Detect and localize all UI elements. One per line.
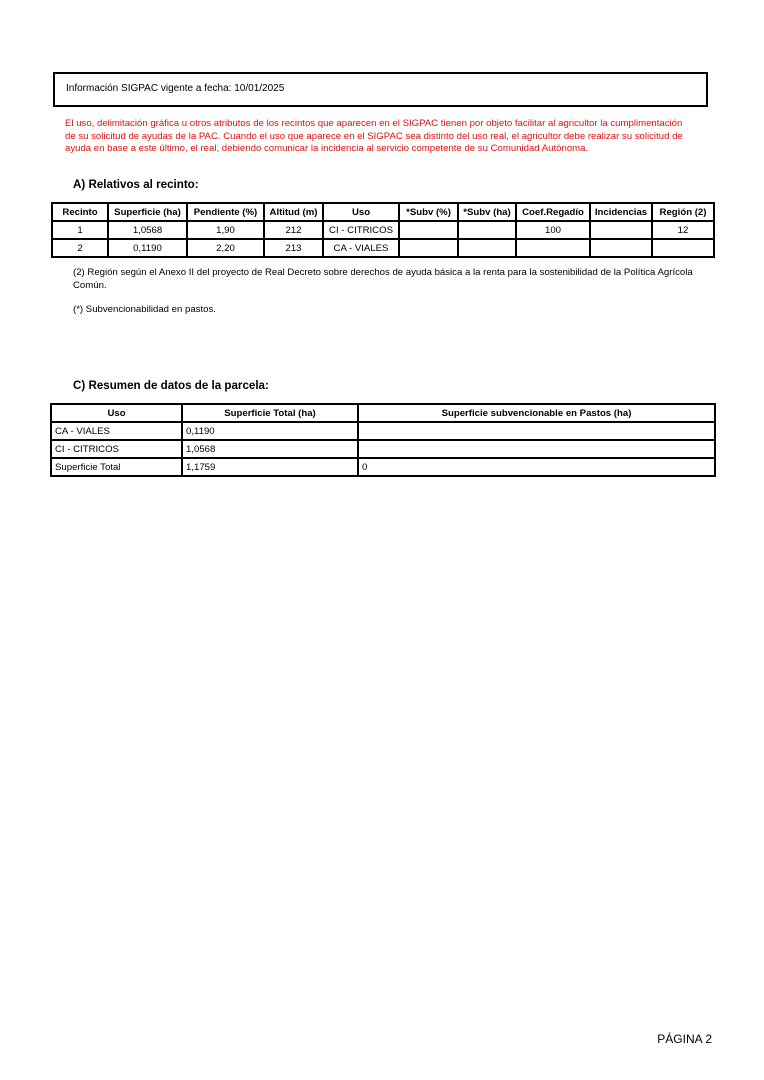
cell <box>458 221 516 239</box>
cell <box>399 221 458 239</box>
section-a-title: A) Relativos al recinto: <box>73 178 199 191</box>
subv-footnote: (*) Subvencionabilidad en pastos. <box>73 304 216 315</box>
cell <box>590 239 652 257</box>
table-row <box>51 440 715 458</box>
cell: 1 <box>52 221 108 239</box>
cell: 212 <box>264 221 323 239</box>
cell: 1,1759 <box>182 458 358 476</box>
resumen-header-row <box>51 404 715 422</box>
cell <box>358 422 715 440</box>
recinto-table <box>51 202 715 258</box>
col-superficie-pastos: Superficie subvencionable en Pastos (ha) <box>358 404 715 422</box>
col-subv-pct: *Subv (%) <box>399 203 458 221</box>
col-superficie-total: Superficie Total (ha) <box>182 404 358 422</box>
cell <box>516 239 590 257</box>
cell <box>590 221 652 239</box>
region-footnote: (2) Región según el Anexo II del proyecto de Real Decreto sobre derechos de ayuda básica a la renta para la sostenibilidad de la Política Agrícola Común. <box>73 267 693 291</box>
section-c-title: C) Resumen de datos de la parcela: <box>73 379 269 392</box>
cell: 2 <box>52 239 108 257</box>
col-altitud: Altitud (m) <box>264 203 323 221</box>
col-coef-regadio: Coef.Regadío <box>516 203 590 221</box>
cell: 12 <box>652 221 714 239</box>
recinto-header-row <box>52 203 714 221</box>
cell: 213 <box>264 239 323 257</box>
table-row <box>51 458 715 476</box>
col-recinto: Recinto <box>52 203 108 221</box>
table-row <box>52 239 714 257</box>
cell: 1,0568 <box>108 221 187 239</box>
cell: 1,0568 <box>182 440 358 458</box>
cell: CI - CITRICOS <box>323 221 399 239</box>
cell: CA - VIALES <box>51 422 182 440</box>
sigpac-date-text: Información SIGPAC vigente a fecha: 10/01/2025 <box>66 83 285 94</box>
cell <box>358 440 715 458</box>
page-number: PÁGINA 2 <box>657 1032 712 1046</box>
cell: 0,1190 <box>108 239 187 257</box>
table-row <box>51 422 715 440</box>
cell <box>399 239 458 257</box>
cell <box>458 239 516 257</box>
cell <box>652 239 714 257</box>
cell: Superficie Total <box>51 458 182 476</box>
col-superficie: Superficie (ha) <box>108 203 187 221</box>
col-uso: Uso <box>51 404 182 422</box>
resumen-table <box>50 403 716 477</box>
cell: 100 <box>516 221 590 239</box>
cell: 1,90 <box>187 221 264 239</box>
sigpac-notice: El uso, delimitación gráfica u otros atributos de los recintos que aparecen en el SIGPAC tienen por objeto facilitar al agricultor la cumplimentación de su solicitud de ayudas de la PAC. Cuando el uso que aparece en el SIGPAC sea distinto del uso real, el agricultor debe realizar su solicitud de ayuda en base a este último, el real, debiendo comunicar la incidencia al servicio competente de su Comunidad Autónoma. <box>65 118 683 155</box>
col-subv-ha: *Subv (ha) <box>458 203 516 221</box>
cell: 0,1190 <box>182 422 358 440</box>
sigpac-info-box <box>53 72 708 107</box>
col-uso: Uso <box>323 203 399 221</box>
cell: CI - CITRICOS <box>51 440 182 458</box>
col-incidencias: Incidencias <box>590 203 652 221</box>
col-pendiente: Pendiente (%) <box>187 203 264 221</box>
table-row <box>52 221 714 239</box>
col-region: Región (2) <box>652 203 714 221</box>
cell: 2,20 <box>187 239 264 257</box>
cell: CA - VIALES <box>323 239 399 257</box>
cell: 0 <box>358 458 715 476</box>
